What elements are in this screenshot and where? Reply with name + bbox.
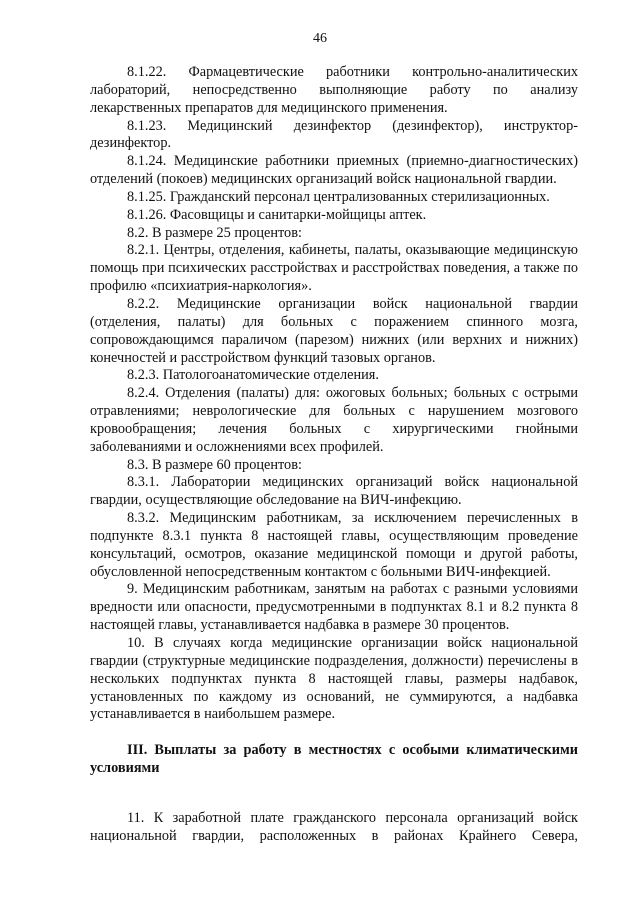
- paragraph-8-2-3: 8.2.3. Патологоанатомические отделения.: [127, 367, 379, 384]
- paragraph-8-3-2: 8.3.2. Медицинским работникам, за исключением перечисленных в подпункте 8.3.1 пункта 8 настоящей главы, осуществляющим проведение консультаций, осмотров, оказание медицинской помощи и другой работы, обусловленной непосредственным контактом с больными ВИЧ-инфекцией.: [90, 510, 578, 580]
- paragraph-11: 11. К заработной плате гражданского персонала организаций войск национальной гвардии, расположенных в районах Крайнего Севера,: [90, 809, 578, 844]
- paragraph-8-2: 8.2. В размере 25 процентов:: [127, 224, 302, 241]
- paragraph-9: 9. Медицинским работникам, занятым на работах с разными условиями вредности или опасности, предусмотренными в подпунктах 8.1 и 8.2 пункта 8 настоящей главы, устанавливается надбавка в размере 30 процентов.: [90, 581, 578, 634]
- paragraph-8-2-2: 8.2.2. Медицинские организации войск национальной гвардии (отделения, палаты) для больных с поражением спинного мозга, сопровождающимся параличом (парезом) нижних (или верхних и нижних) конечностей и расстройством функций тазовых органов.: [90, 295, 578, 366]
- paragraph-8-2-4: 8.2.4. Отделения (палаты) для: ожоговых больных; больных с острыми отравлениями; неврологические для больных с нарушением мозгового кровообращения; лечения больных с хирургическими гнойными заболеваниями и осложнениями всех профилей.: [90, 385, 578, 455]
- paragraph-8-2-1: 8.2.1. Центры, отделения, кабинеты, палаты, оказывающие медицинскую помощь при психических расстройствах и расстройствах поведения, а также по профилю «психиатрия-наркология».: [90, 242, 578, 295]
- paragraph-8-1-24: 8.1.24. Медицинские работники приемных (приемно-диагностических) отделений (покоев) медицинских организаций войск национальной гвардии.: [90, 153, 578, 188]
- paragraph-8-1-26: 8.1.26. Фасовщицы и санитарки-мойщицы аптек.: [127, 206, 427, 223]
- page-number: 46: [313, 31, 327, 46]
- paragraph-8-1-25: 8.1.25. Гражданский персонал централизованных стерилизационных.: [127, 188, 550, 205]
- section-heading: III. Выплаты за работу в местностях с особыми климатическими условиями: [90, 742, 578, 777]
- document-body: [90, 64, 578, 846]
- paragraph-8-1-23: 8.1.23. Медицинский дезинфектор (дезинфектор), инструктор-дезинфектор.: [90, 117, 578, 152]
- paragraph-10: 10. В случаях когда медицинские организации войск национальной гвардии (структурные медицинские подразделения, должности) перечислены в нескольких подпунктах пункта 8 настоящей главы, размеры надбавок, установленных по каждому из оснований, не суммируются, а надбавка устанавливается в наибольшем размере.: [90, 635, 578, 723]
- paragraph-8-3: 8.3. В размере 60 процентов:: [127, 456, 302, 473]
- paragraph-8-3-1: 8.3.1. Лаборатории медицинских организаций войск национальной гвардии, осуществляющие обследование на ВИЧ-инфекцию.: [90, 474, 578, 509]
- paragraph-8-1-22: 8.1.22. Фармацевтические работники контрольно-аналитических лабораторий, непосредственно выполняющие работу по анализу лекарственных препаратов для медицинского применения.: [90, 64, 578, 116]
